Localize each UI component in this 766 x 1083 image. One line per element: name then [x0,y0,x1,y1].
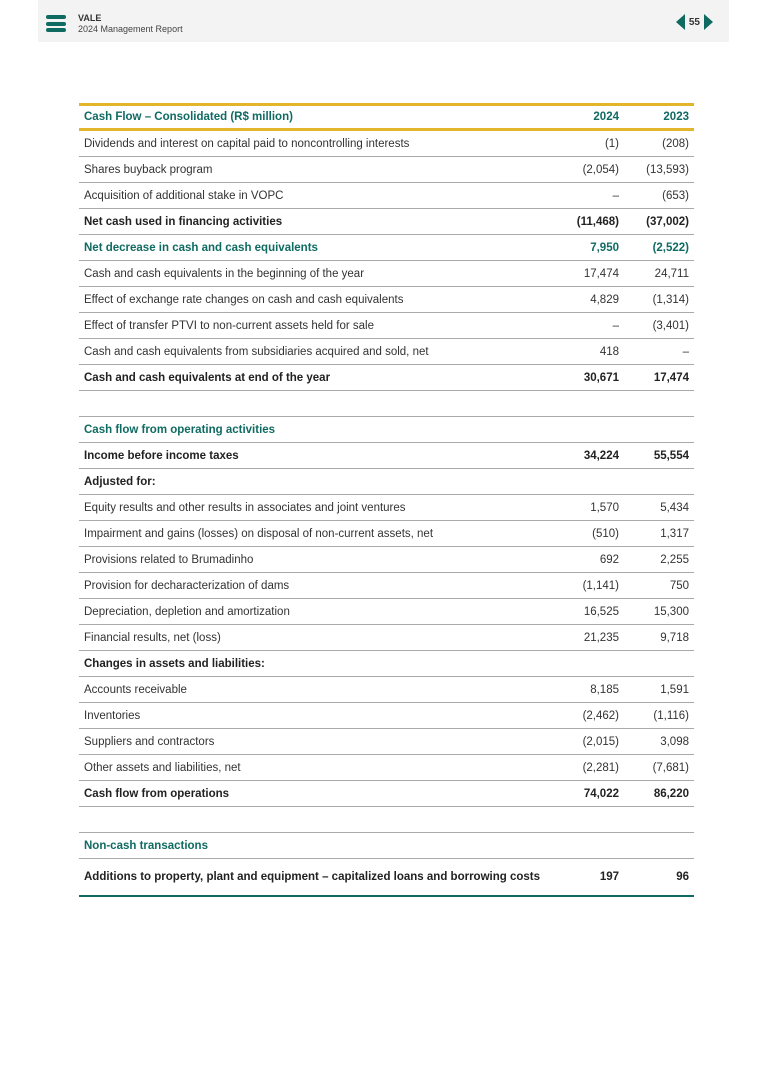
value-2023: 55,554 [624,443,694,469]
value-2023: (1,314) [624,287,694,313]
value-2023 [624,651,694,677]
value-2023: (13,593) [624,157,694,183]
value-2023: 2,255 [624,547,694,573]
row-label: Acquisition of additional stake in VOPC [79,183,554,209]
value-2024: 197 [554,859,624,897]
value-2023: 86,220 [624,781,694,807]
page-number: 55 [688,16,700,28]
table-row [79,157,694,183]
value-2023 [624,469,694,495]
table-row [79,495,694,521]
table-row [79,625,694,651]
value-2023: 750 [624,573,694,599]
menu-icon[interactable] [46,15,66,32]
row-label: Net cash used in financing activities [79,209,554,235]
table-row [79,261,694,287]
table-header-row [79,105,694,130]
value-2024: 16,525 [554,599,624,625]
value-2023 [624,391,694,417]
value-2023 [624,417,694,443]
value-2024 [554,833,624,859]
table-row [79,287,694,313]
table-row [79,209,694,235]
value-2024 [554,391,624,417]
row-label: Inventories [79,703,554,729]
row-label: Other assets and liabilities, net [79,755,554,781]
row-label: Income before income taxes [79,443,554,469]
table-row [79,781,694,807]
value-2024: (11,468) [554,209,624,235]
value-2023: (37,002) [624,209,694,235]
value-2023: (2,522) [624,235,694,261]
row-label: Suppliers and contractors [79,729,554,755]
row-label: Provision for decharacterization of dams [79,573,554,599]
value-2024: (1,141) [554,573,624,599]
value-2023 [624,807,694,833]
value-2023: 96 [624,859,694,897]
table-row [79,703,694,729]
value-2023: (1,116) [624,703,694,729]
value-2023: 1,591 [624,677,694,703]
spacer-row [79,391,694,417]
report-subtitle: 2024 Management Report [78,24,183,34]
value-2024: 4,829 [554,287,624,313]
row-label: Dividends and interest on capital paid to noncontrolling interests [79,130,554,157]
value-2024: 74,022 [554,781,624,807]
row-label: Shares buyback program [79,157,554,183]
report-brand [78,13,183,35]
table-row [79,443,694,469]
table-row [79,417,694,443]
value-2024: 17,474 [554,261,624,287]
row-label: Non-cash transactions [79,833,554,859]
row-label: Changes in assets and liabilities: [79,651,554,677]
value-2024: (1) [554,130,624,157]
row-label: Equity results and other results in associates and joint ventures [79,495,554,521]
value-2024 [554,807,624,833]
value-2024 [554,469,624,495]
row-label: Impairment and gains (losses) on disposal of non-current assets, net [79,521,554,547]
table-row [79,755,694,781]
value-2023: 3,098 [624,729,694,755]
row-label: Provisions related to Brumadinho [79,547,554,573]
row-label: Additions to property, plant and equipment – capitalized loans and borrowing costs [79,859,554,897]
table-row [79,651,694,677]
table-row [79,339,694,365]
table-row [79,599,694,625]
value-2023: 5,434 [624,495,694,521]
row-label: Cash and cash equivalents in the beginning of the year [79,261,554,287]
table-row [79,313,694,339]
row-label [79,391,554,417]
value-2023: 9,718 [624,625,694,651]
value-2024: 21,235 [554,625,624,651]
row-label: Cash and cash equivalents from subsidiaries acquired and sold, net [79,339,554,365]
table-row [79,183,694,209]
row-label: Adjusted for: [79,469,554,495]
row-label: Cash and cash equivalents at end of the year [79,365,554,391]
table-row [79,729,694,755]
next-page-icon[interactable] [704,14,713,30]
brand-name: VALE [78,13,102,23]
value-2024: – [554,313,624,339]
value-2024: 418 [554,339,624,365]
row-label: Depreciation, depletion and amortization [79,599,554,625]
value-2023: – [624,339,694,365]
row-label: Cash flow from operations [79,781,554,807]
table-title: Cash Flow – Consolidated (R$ million) [79,105,554,130]
table-row [79,365,694,391]
value-2023: (3,401) [624,313,694,339]
table-row [79,547,694,573]
value-2023: (7,681) [624,755,694,781]
top-bar [38,0,729,42]
previous-page-icon[interactable] [676,14,685,30]
table-row [79,469,694,495]
value-2024 [554,651,624,677]
value-2023: 15,300 [624,599,694,625]
row-label [79,807,554,833]
value-2024: 30,671 [554,365,624,391]
table-row [79,573,694,599]
row-label: Cash flow from operating activities [79,417,554,443]
value-2024: (2,281) [554,755,624,781]
pager [676,14,713,30]
value-2024: 1,570 [554,495,624,521]
value-2023: 24,711 [624,261,694,287]
value-2023: (653) [624,183,694,209]
table-row [79,235,694,261]
cash-flow-table [79,103,694,897]
row-label: Effect of transfer PTVI to non-current assets held for sale [79,313,554,339]
column-2024: 2024 [554,105,624,130]
value-2024: 8,185 [554,677,624,703]
value-2024: – [554,183,624,209]
value-2024: (2,054) [554,157,624,183]
value-2023 [624,833,694,859]
value-2024: 7,950 [554,235,624,261]
value-2023: (208) [624,130,694,157]
value-2024: 34,224 [554,443,624,469]
table-row [79,130,694,157]
value-2023: 17,474 [624,365,694,391]
value-2024: (2,462) [554,703,624,729]
value-2023: 1,317 [624,521,694,547]
row-label: Net decrease in cash and cash equivalents [79,235,554,261]
value-2024 [554,417,624,443]
spacer-row [79,807,694,833]
table-row [79,859,694,897]
row-label: Accounts receivable [79,677,554,703]
row-label: Effect of exchange rate changes on cash and cash equivalents [79,287,554,313]
table-row [79,833,694,859]
table-row [79,677,694,703]
value-2024: (2,015) [554,729,624,755]
table-row [79,521,694,547]
value-2024: (510) [554,521,624,547]
column-2023: 2023 [624,105,694,130]
value-2024: 692 [554,547,624,573]
row-label: Financial results, net (loss) [79,625,554,651]
